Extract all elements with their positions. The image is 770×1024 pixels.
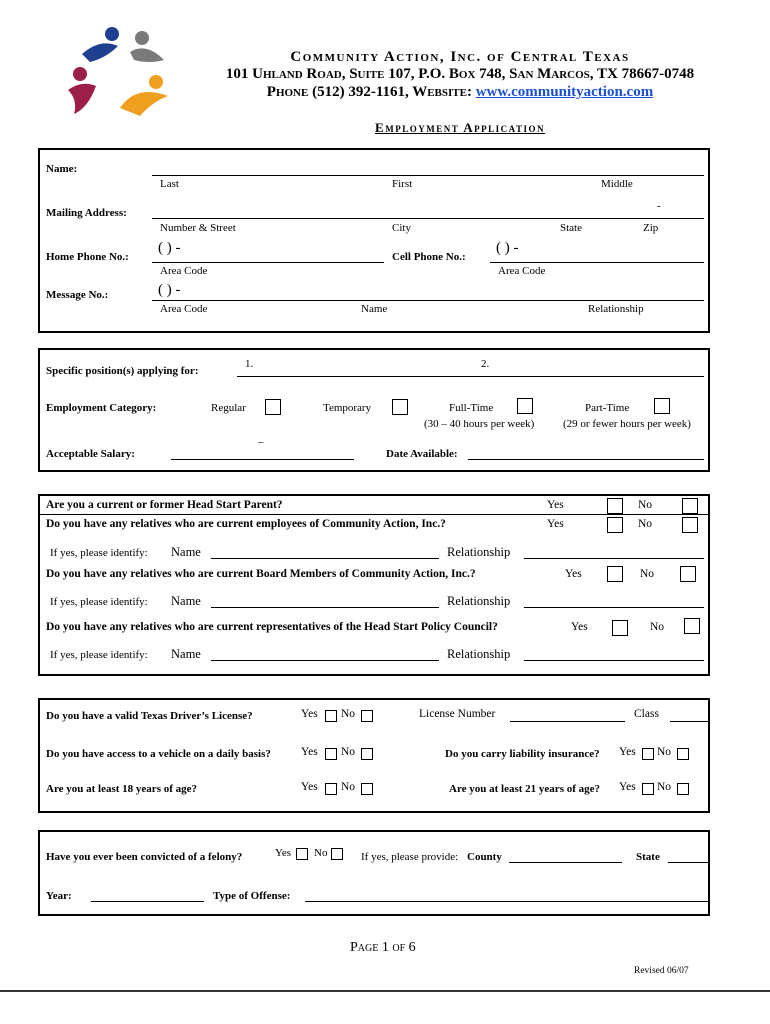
fulltime-note: (30 – 40 hours per week): [424, 418, 535, 430]
salary-label: Acceptable Salary:: [46, 448, 135, 460]
county-field[interactable]: [509, 862, 622, 863]
q4-no-label: No: [650, 621, 665, 633]
q4-relationship-field[interactable]: [524, 660, 704, 661]
vehicle-access-question: Do you have access to a vehicle on a daily basis?: [46, 748, 271, 760]
license-no-label: No: [341, 708, 356, 720]
q1-yes-label: Yes: [547, 499, 564, 511]
employment-category-label: Employment Category:: [46, 402, 157, 414]
page-of: of: [392, 940, 406, 955]
q4-yes-checkbox[interactable]: [612, 620, 628, 636]
age21-yes-checkbox[interactable]: [642, 783, 654, 795]
page-number: [350, 940, 416, 956]
q2-name-label: Name: [171, 545, 201, 559]
relatives-policy-council-question: Do you have any relatives who are current representatives of the Head Start Policy Council?: [46, 621, 498, 633]
relatives-board-question: Do you have any relatives who are current Board Members of Community Action, Inc.?: [46, 568, 476, 580]
q2-relationship-field[interactable]: [524, 558, 704, 559]
state-caption: State: [560, 222, 582, 234]
positions-label: Specific position(s) applying for:: [46, 365, 199, 377]
message-no-field[interactable]: [152, 300, 704, 301]
home-phone-field[interactable]: [152, 262, 384, 263]
license-yes-checkbox[interactable]: [325, 710, 337, 722]
fulltime-checkbox[interactable]: [517, 398, 533, 414]
community-action-logo: [60, 24, 180, 120]
home-phone-label: Home Phone No.:: [46, 251, 129, 263]
vehicle-yes-checkbox[interactable]: [325, 748, 337, 760]
message-name-caption: Name: [361, 303, 388, 315]
age18-no-checkbox[interactable]: [361, 783, 373, 795]
page-prefix: Page: [350, 940, 379, 955]
q3-name-field[interactable]: [211, 607, 439, 608]
felony-section: [38, 830, 710, 916]
q3-relationship-field[interactable]: [524, 607, 704, 608]
cell-phone-label: Cell Phone No.:: [392, 251, 466, 263]
org-contact: [180, 84, 740, 101]
q4-relationship-label: Relationship: [447, 647, 511, 661]
felony-question: Have you ever been convicted of a felony?: [46, 851, 243, 863]
insurance-no-checkbox[interactable]: [677, 748, 689, 760]
message-relationship-caption: Relationship: [588, 303, 644, 315]
relatives-employees-question: Do you have any relatives who are current employees of Community Action, Inc.?: [46, 518, 446, 530]
parttime-note: (29 or fewer hours per week): [563, 418, 691, 430]
year-field[interactable]: [91, 901, 204, 902]
insurance-question: Do you carry liability insurance?: [445, 748, 600, 760]
salary-dash: _: [258, 432, 264, 444]
street-caption: Number & Street: [160, 222, 236, 234]
insurance-yes-checkbox[interactable]: [642, 748, 654, 760]
home-area-code-caption: Area Code: [160, 265, 208, 277]
website-link[interactable]: www.communityaction.com: [475, 84, 654, 100]
mailing-address-label: Mailing Address:: [46, 207, 127, 219]
license-number-field[interactable]: [510, 721, 625, 722]
q2-no-label: No: [638, 518, 653, 530]
felony-state-label: State: [636, 851, 660, 863]
name-field[interactable]: [152, 175, 704, 176]
felony-yes-checkbox[interactable]: [296, 848, 308, 860]
q4-no-checkbox[interactable]: [684, 618, 700, 634]
regular-label: Regular: [211, 402, 246, 414]
license-no-checkbox[interactable]: [361, 710, 373, 722]
salary-field[interactable]: [171, 459, 354, 460]
parttime-checkbox[interactable]: [654, 398, 670, 414]
age18-no-label: No: [341, 781, 356, 793]
license-class-field[interactable]: [670, 721, 708, 722]
vehicle-yes-label: Yes: [301, 746, 318, 758]
temporary-label: Temporary: [323, 402, 372, 414]
regular-checkbox[interactable]: [265, 399, 281, 415]
org-phone: Phone (512) 392-1161, Website:: [266, 84, 476, 100]
q3-relationship-label: Relationship: [447, 594, 511, 608]
q4-name-label: Name: [171, 647, 201, 661]
age18-yes-label: Yes: [301, 781, 318, 793]
q2-no-checkbox[interactable]: [682, 517, 698, 533]
q1-yes-checkbox[interactable]: [607, 498, 623, 514]
first-caption: First: [392, 178, 413, 190]
position-2-number: 2.: [481, 358, 490, 370]
q1-no-checkbox[interactable]: [682, 498, 698, 514]
offense-type-label: Type of Offense:: [213, 890, 291, 902]
q3-yes-label: Yes: [565, 568, 582, 580]
head-start-parent-question: Are you a current or former Head Start Parent?: [46, 499, 283, 511]
mailing-address-field[interactable]: [152, 218, 704, 219]
form-title: Employment Application: [375, 120, 545, 135]
revised-date: Revised 06/07: [634, 966, 689, 976]
message-area-code-caption: Area Code: [160, 303, 208, 315]
page-current: 1: [381, 940, 389, 955]
felony-no-label: No: [314, 847, 328, 859]
q4-name-field[interactable]: [211, 660, 439, 661]
q1-no-label: No: [638, 499, 653, 511]
q3-identify-label: If yes, please identify:: [50, 596, 148, 608]
org-address: 101 Uhland Road, Suite 107, P.O. Box 748, San Marcos, TX 78667-0748: [225, 66, 695, 82]
q4-yes-label: Yes: [571, 621, 588, 633]
license-number-label: License Number: [419, 708, 496, 720]
fulltime-label: Full-Time: [449, 402, 494, 414]
age-21-question: Are you at least 21 years of age?: [449, 783, 601, 795]
vehicle-no-checkbox[interactable]: [361, 748, 373, 760]
address-dash: -: [657, 200, 661, 212]
felony-state-field[interactable]: [668, 862, 708, 863]
cell-phone-field[interactable]: [490, 262, 704, 263]
date-available-label: Date Available:: [386, 448, 458, 460]
q2-identify-label: If yes, please identify:: [50, 547, 148, 559]
age21-yes-label: Yes: [619, 781, 636, 793]
q3-yes-checkbox[interactable]: [607, 566, 623, 582]
insurance-no-label: No: [657, 746, 672, 758]
row-divider: [39, 514, 709, 515]
positions-field[interactable]: [237, 376, 704, 377]
date-available-field[interactable]: [468, 459, 704, 460]
home-phone-mask: ( ) -: [158, 240, 181, 256]
license-yes-label: Yes: [301, 708, 318, 720]
message-phone-mask: ( ) -: [158, 282, 181, 298]
cell-area-code-caption: Area Code: [498, 265, 546, 277]
middle-caption: Middle: [601, 178, 633, 190]
felony-no-checkbox[interactable]: [331, 848, 343, 860]
felony-yes-label: Yes: [275, 847, 292, 859]
q2-yes-label: Yes: [547, 518, 564, 530]
license-class-label: Class: [634, 708, 659, 720]
county-label: County: [467, 851, 502, 863]
org-name: Community Action, Inc. of Central Texas: [290, 49, 630, 65]
felony-provide-label: If yes, please provide:: [361, 851, 459, 863]
offense-type-field[interactable]: [305, 901, 708, 902]
last-caption: Last: [160, 178, 179, 190]
cell-phone-mask: ( ) -: [496, 240, 519, 256]
q3-no-label: No: [640, 568, 655, 580]
vehicle-no-label: No: [341, 746, 356, 758]
name-label: Name:: [46, 163, 78, 175]
age21-no-checkbox[interactable]: [677, 783, 689, 795]
q4-identify-label: If yes, please identify:: [50, 649, 148, 661]
q2-yes-checkbox[interactable]: [607, 517, 623, 533]
q3-name-label: Name: [171, 594, 201, 608]
footer-divider: [0, 990, 770, 992]
q3-no-checkbox[interactable]: [680, 566, 696, 582]
insurance-yes-label: Yes: [619, 746, 636, 758]
q2-name-field[interactable]: [211, 558, 439, 559]
parttime-label: Part-Time: [585, 402, 630, 414]
zip-caption: Zip: [643, 222, 659, 234]
year-label: Year:: [46, 890, 72, 902]
city-caption: City: [392, 222, 411, 234]
q2-relationship-label: Relationship: [447, 545, 511, 559]
position-1-number: 1.: [245, 358, 254, 370]
age18-yes-checkbox[interactable]: [325, 783, 337, 795]
page-total: 6: [408, 940, 416, 955]
message-no-label: Message No.:: [46, 289, 109, 301]
age21-no-label: No: [657, 781, 672, 793]
drivers-license-question: Do you have a valid Texas Driver’s License?: [46, 710, 253, 722]
temporary-checkbox[interactable]: [392, 399, 408, 415]
age-18-question: Are you at least 18 years of age?: [46, 783, 198, 795]
